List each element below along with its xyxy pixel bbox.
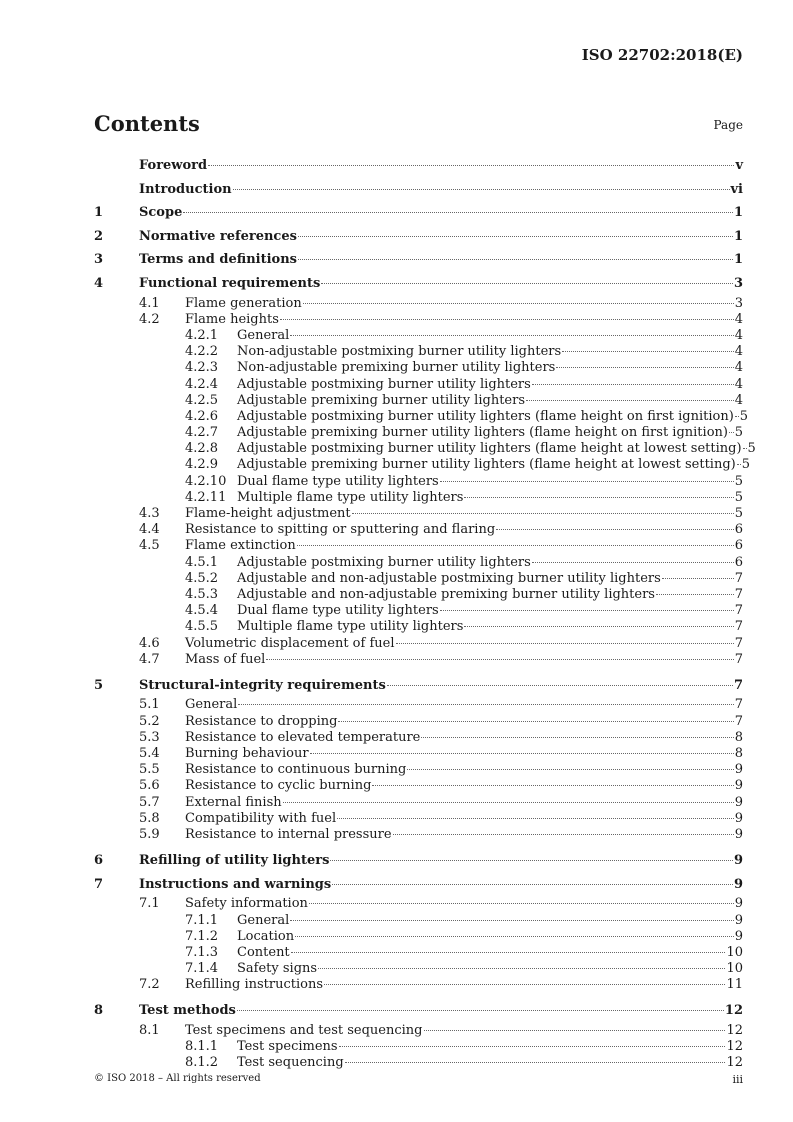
toc-entry-number: 4.5.3 bbox=[185, 586, 219, 602]
dot-leader bbox=[387, 685, 733, 686]
toc-entry-number: 7.1.1 bbox=[185, 912, 219, 928]
dot-leader bbox=[318, 968, 725, 969]
toc-entry-title[interactable]: Flame extinction bbox=[185, 538, 296, 554]
toc-entry-title[interactable]: Adjustable and non-adjustable premixing burner utility lighters bbox=[237, 586, 655, 602]
dot-leader bbox=[303, 303, 734, 304]
dot-leader bbox=[291, 952, 726, 953]
toc-entry-page[interactable]: 12 bbox=[726, 1055, 743, 1071]
toc-entry-page[interactable]: 9 bbox=[734, 810, 743, 826]
toc-entry-page[interactable]: 7 bbox=[733, 677, 743, 693]
toc-entry-page[interactable]: 9 bbox=[733, 853, 743, 869]
toc-entry-number: 4.7 bbox=[139, 651, 160, 667]
toc-entry-title[interactable]: Non-adjustable premixing burner utility lighters bbox=[237, 360, 556, 376]
toc-entry-title[interactable]: External finish bbox=[185, 794, 282, 810]
toc-entry-page[interactable]: 9 bbox=[734, 826, 743, 842]
toc-entry-page[interactable]: 6 bbox=[734, 554, 743, 570]
toc-entry-number: 8 bbox=[94, 1003, 104, 1019]
toc-entry-title[interactable]: Functional requirements bbox=[139, 275, 321, 291]
toc-entry-title[interactable]: Resistance to elevated temperature bbox=[185, 729, 421, 745]
toc-entry[interactable] bbox=[94, 457, 751, 473]
page-number: iii bbox=[732, 1073, 743, 1086]
toc-entry-page[interactable]: 7 bbox=[734, 570, 743, 586]
toc-entry-page[interactable]: 4 bbox=[734, 392, 743, 408]
toc-entry-number: 5 bbox=[94, 677, 104, 693]
toc-entry-page[interactable]: 4 bbox=[734, 376, 743, 392]
dot-leader bbox=[526, 400, 734, 401]
toc-entry-page[interactable]: 3 bbox=[734, 295, 743, 311]
dot-leader bbox=[532, 384, 734, 385]
toc-entry-title[interactable]: Adjustable and non-adjustable postmixing burner utility lighters bbox=[237, 570, 661, 586]
toc-entry-page[interactable]: 12 bbox=[724, 1003, 743, 1019]
toc-entry-title[interactable]: Resistance to internal pressure bbox=[185, 826, 392, 842]
toc-entry[interactable] bbox=[94, 961, 743, 977]
copyright-notice: © ISO 2018 – All rights reserved bbox=[94, 1073, 261, 1084]
toc-entry-title[interactable]: Compatibility with fuel bbox=[185, 810, 337, 826]
toc-entry-number: 5.6 bbox=[139, 778, 160, 794]
toc-entry-number: 8.1.1 bbox=[185, 1039, 219, 1055]
toc-entry-title[interactable]: Resistance to spitting or sputtering and flaring bbox=[185, 522, 496, 538]
toc-entry-page[interactable]: v bbox=[735, 158, 743, 173]
toc-entry-page[interactable]: 9 bbox=[734, 762, 743, 778]
toc-entry-page[interactable]: 5 bbox=[734, 473, 743, 489]
toc-entry-title[interactable]: Mass of fuel bbox=[185, 651, 266, 667]
toc-entry-number: 8.1 bbox=[139, 1023, 160, 1039]
dot-leader bbox=[352, 513, 734, 514]
document-reference: ISO 22702:2018(E) bbox=[581, 46, 743, 64]
dot-leader bbox=[562, 351, 734, 352]
toc-entry-page[interactable]: 7 bbox=[734, 651, 743, 667]
toc-entry[interactable] bbox=[94, 697, 743, 713]
toc-entry-title[interactable]: Adjustable premixing burner utility lighters bbox=[237, 392, 525, 408]
dot-leader bbox=[421, 737, 733, 738]
toc-entry[interactable] bbox=[94, 425, 743, 441]
dot-leader bbox=[729, 432, 734, 433]
toc-entry[interactable] bbox=[94, 328, 743, 344]
toc-entry-number: 4.2.6 bbox=[185, 408, 219, 424]
toc-entry[interactable] bbox=[94, 272, 743, 296]
toc-entry[interactable] bbox=[94, 603, 743, 619]
toc-entry-number: 8.1.2 bbox=[185, 1055, 219, 1071]
toc-entry[interactable] bbox=[94, 344, 743, 360]
toc-entry-number: 5.4 bbox=[139, 746, 160, 762]
toc-entry-page[interactable]: 1 bbox=[733, 205, 743, 221]
toc-entry-page[interactable]: vi bbox=[730, 181, 743, 197]
toc-entry-title[interactable]: Dual flame type utility lighters bbox=[237, 603, 439, 619]
dot-leader bbox=[283, 802, 734, 803]
toc-entry-title[interactable]: Adjustable postmixing burner utility lighters (flame height on first ignition) bbox=[237, 408, 734, 424]
dot-leader bbox=[298, 259, 733, 260]
dot-leader bbox=[324, 984, 725, 985]
toc-entry-number: 4.5.1 bbox=[185, 554, 219, 570]
dot-leader bbox=[337, 818, 734, 819]
toc-entry-title[interactable]: Introduction bbox=[139, 181, 232, 197]
toc-entry-page[interactable]: 9 bbox=[734, 896, 743, 912]
toc-entry-title[interactable]: Adjustable premixing burner utility lighters (flame height on first ignition) bbox=[237, 425, 728, 441]
dot-leader bbox=[396, 643, 734, 644]
toc-entry[interactable] bbox=[94, 746, 743, 762]
toc-entry-number: 4.1 bbox=[139, 295, 160, 311]
toc-entry-page[interactable]: 4 bbox=[734, 360, 743, 376]
toc-entry-title[interactable]: Test specimens bbox=[237, 1039, 338, 1055]
toc-entry-page[interactable]: 4 bbox=[734, 344, 743, 360]
toc-entry-number: 4 bbox=[94, 275, 104, 291]
toc-entry[interactable] bbox=[94, 312, 743, 328]
dot-leader bbox=[183, 212, 733, 213]
toc-entry-number: 4.2.7 bbox=[185, 425, 219, 441]
toc-entry-title[interactable]: Resistance to continuous burning bbox=[185, 762, 407, 778]
toc-entry-title[interactable]: Burning behaviour bbox=[185, 746, 309, 762]
toc-entry[interactable] bbox=[94, 555, 743, 571]
toc-entry-page[interactable]: 7 bbox=[734, 586, 743, 602]
toc-entry-title[interactable]: General bbox=[185, 697, 238, 713]
toc-entry-title[interactable]: Non-adjustable postmixing burner utility lighters bbox=[237, 344, 562, 360]
page-title: Contents bbox=[94, 111, 200, 136]
toc-entry[interactable] bbox=[94, 1055, 743, 1071]
toc-entry-number: 6 bbox=[94, 853, 104, 869]
toc-entry[interactable] bbox=[94, 849, 743, 873]
toc-entry-title[interactable]: Adjustable postmixing burner utility lighters bbox=[237, 376, 531, 392]
dot-leader bbox=[737, 464, 741, 465]
toc-entry-number: 4.3 bbox=[139, 506, 160, 521]
toc-entry-number: 2 bbox=[94, 228, 104, 244]
dot-leader bbox=[290, 335, 733, 336]
toc-entry-title[interactable]: Test sequencing bbox=[237, 1055, 344, 1071]
toc-entry-number: 4.2 bbox=[139, 311, 160, 327]
toc-entry[interactable] bbox=[94, 474, 743, 490]
toc-entry-number: 5.8 bbox=[139, 810, 160, 826]
toc-entry-title[interactable]: Test specimens and test sequencing bbox=[185, 1023, 423, 1039]
toc-entry[interactable] bbox=[94, 225, 743, 249]
toc-entry-number: 7 bbox=[94, 876, 104, 892]
dot-leader bbox=[298, 236, 733, 237]
dot-leader bbox=[496, 529, 734, 530]
toc-entry-number: 4.2.1 bbox=[185, 327, 219, 343]
toc-entry-title[interactable]: Content bbox=[237, 944, 290, 960]
toc-entry-page[interactable]: 7 bbox=[734, 697, 743, 713]
toc-entry[interactable] bbox=[94, 1023, 743, 1039]
toc-entry[interactable] bbox=[94, 248, 743, 272]
toc-entry-page[interactable]: 10 bbox=[726, 961, 743, 977]
toc-entry-page[interactable]: 12 bbox=[726, 1039, 743, 1055]
toc-entry-page[interactable]: 8 bbox=[734, 729, 743, 745]
toc-entry[interactable] bbox=[94, 393, 743, 409]
toc-entry[interactable] bbox=[94, 929, 743, 945]
dot-leader bbox=[330, 860, 733, 861]
toc-entry-number: 4.2.8 bbox=[185, 441, 219, 457]
toc-entry[interactable] bbox=[94, 408, 749, 425]
dot-leader bbox=[266, 659, 733, 660]
toc-entry-title[interactable]: Flame generation bbox=[185, 295, 302, 311]
toc-entry-title[interactable]: Flame-height adjustment bbox=[185, 506, 351, 521]
dot-leader bbox=[743, 448, 747, 449]
dot-leader bbox=[440, 610, 734, 611]
toc-entry-page[interactable]: 6 bbox=[734, 538, 743, 554]
dot-leader bbox=[339, 1046, 726, 1047]
toc-entry-page[interactable]: 9 bbox=[734, 928, 743, 944]
toc-entry-number: 4.4 bbox=[139, 522, 160, 538]
toc-entry[interactable] bbox=[94, 506, 743, 522]
toc-entry[interactable] bbox=[94, 999, 743, 1023]
dot-leader bbox=[280, 319, 734, 320]
toc-entry-title[interactable]: Normative references bbox=[139, 228, 297, 244]
toc-entry-number: 4.5 bbox=[139, 538, 160, 554]
toc-entry-number: 5.3 bbox=[139, 729, 160, 745]
toc-entry-page[interactable]: 9 bbox=[734, 912, 743, 928]
toc-entry-title[interactable]: Multiple flame type utility lighters bbox=[237, 489, 464, 505]
toc-entry[interactable] bbox=[94, 571, 743, 587]
toc-entry-number: 4.2.9 bbox=[185, 457, 219, 473]
dot-leader bbox=[464, 626, 733, 627]
toc-entry-page[interactable]: 5 bbox=[739, 408, 749, 424]
toc-entry-number: 4.6 bbox=[139, 635, 160, 651]
toc-entry-page[interactable]: 5 bbox=[747, 441, 756, 457]
toc-entry-number: 7.1.3 bbox=[185, 944, 219, 960]
toc-entry[interactable] bbox=[94, 674, 743, 698]
toc-entry[interactable] bbox=[94, 587, 743, 603]
dot-leader bbox=[464, 497, 733, 498]
toc-entry[interactable] bbox=[94, 522, 743, 538]
toc-entry-title[interactable]: Dual flame type utility lighters bbox=[237, 473, 439, 489]
dot-leader bbox=[297, 545, 734, 546]
toc-entry[interactable] bbox=[94, 296, 743, 312]
toc-entry-number: 4.2.3 bbox=[185, 360, 219, 376]
toc-entry-title[interactable]: General bbox=[237, 912, 290, 928]
toc-entry-number: 4.2.4 bbox=[185, 376, 219, 392]
dot-leader bbox=[407, 769, 733, 770]
toc-entry[interactable] bbox=[94, 619, 743, 635]
toc-entry-page[interactable]: 11 bbox=[726, 977, 743, 993]
toc-entry[interactable] bbox=[94, 811, 743, 827]
toc-entry-page[interactable]: 5 bbox=[734, 506, 743, 521]
toc-entry-page[interactable]: 8 bbox=[734, 746, 743, 762]
dot-leader bbox=[372, 785, 733, 786]
toc-entry-page[interactable]: 3 bbox=[733, 275, 743, 291]
dot-leader bbox=[233, 189, 730, 190]
toc-entry[interactable] bbox=[94, 827, 743, 843]
page-column-label: Page bbox=[713, 118, 743, 132]
toc-entry-title[interactable]: Adjustable postmixing burner utility lighters bbox=[237, 554, 531, 570]
toc-entry-number: 4.2.11 bbox=[185, 489, 227, 505]
toc-entry-page[interactable]: 12 bbox=[726, 1023, 743, 1039]
dot-leader bbox=[310, 753, 734, 754]
toc-entry-number: 4.2.2 bbox=[185, 344, 219, 360]
toc-entry-number: 5.2 bbox=[139, 713, 160, 729]
toc-entry-page[interactable]: 5 bbox=[741, 457, 751, 473]
toc-entry-title[interactable]: Multiple flame type utility lighters bbox=[237, 619, 464, 635]
toc-entry[interactable] bbox=[94, 795, 743, 811]
toc-entry-title[interactable]: Structural-integrity requirements bbox=[139, 677, 386, 693]
dot-leader bbox=[332, 884, 733, 885]
toc-entry-title[interactable]: Adjustable premixing burner utility lighters (flame height at lowest setting) bbox=[237, 457, 736, 473]
toc-entry[interactable] bbox=[94, 913, 743, 929]
toc-entry[interactable] bbox=[94, 778, 743, 794]
toc-entry-number: 5.9 bbox=[139, 826, 160, 842]
toc-entry-title[interactable]: Scope bbox=[139, 205, 183, 221]
toc-entry-page[interactable]: 4 bbox=[734, 327, 743, 343]
toc-entry-page[interactable]: 7 bbox=[734, 603, 743, 619]
toc-entry[interactable] bbox=[94, 762, 743, 778]
toc-entry-number: 7.1 bbox=[139, 896, 160, 912]
toc-entry-title[interactable]: Refilling of utility lighters bbox=[139, 853, 330, 869]
toc-entry-number: 4.2.10 bbox=[185, 473, 227, 489]
toc-entry[interactable] bbox=[94, 896, 743, 912]
toc-entry-title[interactable]: Instructions and warnings bbox=[139, 876, 332, 892]
toc-entry-page[interactable]: 1 bbox=[733, 252, 743, 268]
toc-entry-title[interactable]: Resistance to cyclic burning bbox=[185, 778, 372, 794]
toc-entry-title[interactable]: Adjustable postmixing burner utility lighters (flame height at lowest setting) bbox=[237, 441, 742, 457]
toc-entry-title[interactable]: Volumetric displacement of fuel bbox=[185, 635, 395, 651]
toc-entry[interactable] bbox=[94, 652, 743, 668]
dot-leader bbox=[338, 721, 733, 722]
toc-entry-number: 7.2 bbox=[139, 977, 160, 993]
dot-leader bbox=[238, 704, 733, 705]
toc-entry-page[interactable]: 9 bbox=[734, 794, 743, 810]
toc-entry-number: 1 bbox=[94, 205, 104, 221]
dot-leader bbox=[393, 834, 734, 835]
toc-entry-number: 7.1.4 bbox=[185, 961, 219, 977]
toc-entry[interactable] bbox=[94, 714, 743, 730]
toc-entry-number: 5.5 bbox=[139, 762, 160, 778]
toc-entry-page[interactable]: 9 bbox=[734, 778, 743, 794]
dot-leader bbox=[321, 283, 733, 284]
toc-entry-title[interactable]: Foreword bbox=[139, 158, 208, 173]
toc-entry-number: 7.1.2 bbox=[185, 928, 219, 944]
toc-entry-title[interactable]: Test methods bbox=[139, 1003, 236, 1019]
toc-entry[interactable] bbox=[94, 360, 743, 376]
toc-entry[interactable] bbox=[94, 730, 743, 746]
toc-entry[interactable] bbox=[94, 154, 743, 178]
toc-entry-title[interactable]: General bbox=[237, 327, 290, 343]
dot-leader bbox=[208, 165, 734, 166]
toc-entry-title[interactable]: Flame heights bbox=[185, 311, 279, 327]
dot-leader bbox=[290, 920, 733, 921]
toc-entry[interactable] bbox=[94, 178, 743, 202]
toc-entry-page[interactable]: 9 bbox=[733, 876, 743, 892]
dot-leader bbox=[440, 481, 734, 482]
dot-leader bbox=[295, 936, 734, 937]
toc-entry-title[interactable]: Refilling instructions bbox=[185, 977, 323, 993]
toc-entry-number: 4.5.2 bbox=[185, 570, 219, 586]
dot-leader bbox=[237, 1010, 724, 1011]
toc-entry[interactable] bbox=[94, 636, 743, 652]
toc-entry[interactable] bbox=[94, 490, 743, 506]
toc-entry-page[interactable]: 5 bbox=[734, 489, 743, 505]
toc-entry[interactable] bbox=[94, 1039, 743, 1055]
toc-entry-title[interactable]: Resistance to dropping bbox=[185, 713, 338, 729]
toc-entry[interactable] bbox=[94, 945, 743, 961]
dot-leader bbox=[556, 367, 733, 368]
toc-entry[interactable] bbox=[94, 873, 743, 897]
toc-entry-page[interactable]: 10 bbox=[726, 944, 743, 960]
toc-entry-page[interactable]: 7 bbox=[734, 619, 743, 635]
dot-leader bbox=[656, 594, 734, 595]
toc-entry-page[interactable]: 4 bbox=[734, 311, 743, 327]
toc-entry-page[interactable]: 6 bbox=[734, 522, 743, 538]
dot-leader bbox=[532, 562, 734, 563]
toc-entry-title[interactable]: Safety information bbox=[185, 896, 308, 912]
dot-leader bbox=[662, 578, 734, 579]
toc-entry-page[interactable]: 1 bbox=[733, 228, 743, 244]
toc-entry[interactable] bbox=[94, 441, 756, 457]
toc-entry-page[interactable]: 5 bbox=[734, 425, 743, 441]
table-of-contents bbox=[94, 154, 756, 1072]
toc-entry-title[interactable]: Safety signs bbox=[237, 961, 318, 977]
toc-entry-page[interactable]: 7 bbox=[734, 713, 743, 729]
toc-entry-number: 4.2.5 bbox=[185, 392, 219, 408]
dot-leader bbox=[345, 1062, 726, 1063]
toc-entry-title[interactable]: Terms and definitions bbox=[139, 252, 297, 268]
toc-entry-page[interactable]: 7 bbox=[734, 635, 743, 651]
toc-entry-title[interactable]: Location bbox=[237, 928, 295, 944]
dot-leader bbox=[309, 903, 734, 904]
toc-entry[interactable] bbox=[94, 201, 743, 225]
toc-entry[interactable] bbox=[94, 377, 743, 393]
toc-entry-number: 4.5.4 bbox=[185, 603, 219, 619]
dot-leader bbox=[735, 416, 739, 417]
dot-leader bbox=[424, 1030, 726, 1031]
toc-entry-number: 5.7 bbox=[139, 794, 160, 810]
toc-entry-number: 4.5.5 bbox=[185, 619, 219, 635]
toc-entry[interactable] bbox=[94, 538, 743, 554]
toc-entry-number: 3 bbox=[94, 252, 104, 268]
toc-entry[interactable] bbox=[94, 977, 743, 993]
toc-entry-number: 5.1 bbox=[139, 697, 160, 713]
